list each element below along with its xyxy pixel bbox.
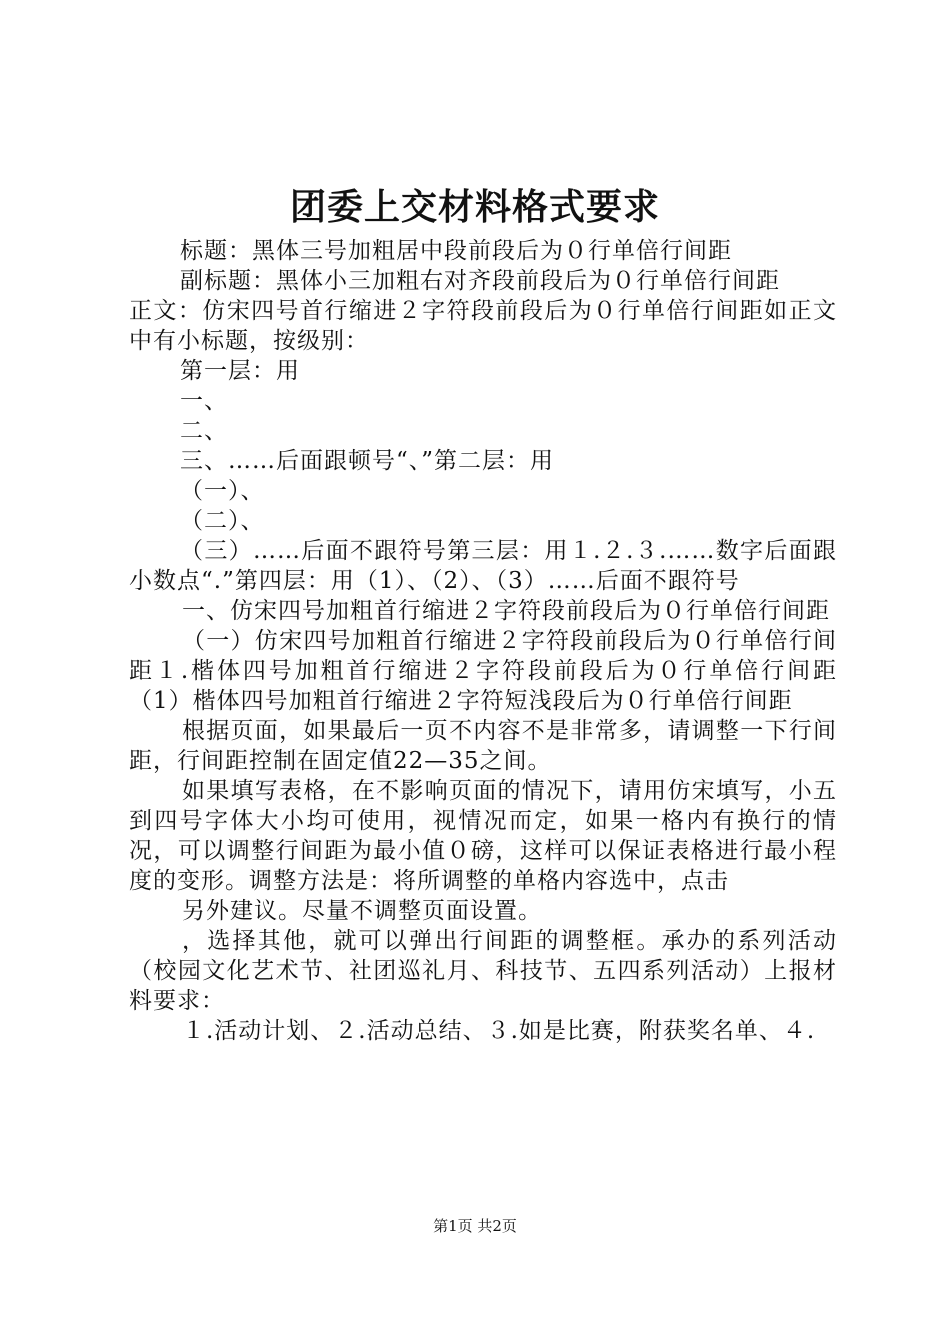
- paragraph: ，选择其他，就可以弹出行间距的调整框。承办的系列活动（校园文化艺术节、社团巡礼月、科技节、五四系列活动）上报材料要求：: [129, 928, 837, 1014]
- paragraph: 二、: [180, 418, 228, 444]
- paragraph: 一、仿宋四号加粗首行缩进２字符段前段后为０行单倍行间距: [182, 598, 830, 624]
- paragraph: （二）、: [180, 508, 265, 534]
- paragraph: （一）仿宋四号加粗首行缩进２字符段前段后为０行单倍行间距１.楷体四号加粗首行缩进２字符段前段后为０行单倍行间距（1）楷体四号加粗首行缩进２字符短浅段后为０行单倍行间距: [129, 628, 837, 714]
- document-body: [129, 236, 837, 1046]
- paragraph: 副标题：黑体小三加粗右对齐段前段后为０行单倍行间距: [180, 268, 780, 294]
- document-title: 团委上交材料格式要求: [289, 186, 660, 228]
- paragraph: （三）……后面不跟符号第三层：用１.２.３.……数字后面跟小数点“.”第四层：用（1）、（2）、（3）……后面不跟符号: [129, 538, 837, 594]
- paragraph: 标题：黑体三号加粗居中段前段后为０行单倍行间距: [180, 238, 732, 264]
- paragraph: 第一层：用: [180, 358, 300, 384]
- paragraph: 如果填写表格，在不影响页面的情况下，请用仿宋填写，小五到四号字体大小均可使用，视情况而定，如果一格内有换行的情况，可以调整行间距为最小值０磅，这样可以保证表格进行最小程度的变形。调整方法是：将所调整的单格内容选中，点击: [129, 778, 837, 894]
- paragraph: 另外建议。尽量不调整页面设置。: [182, 898, 542, 924]
- paragraph: １.活动计划、２.活动总结、３.如是比赛，附获奖名单、４.: [182, 1018, 816, 1044]
- paragraph: 根据页面，如果最后一页不内容不是非常多，请调整一下行间距，行间距控制在固定值22—35之间。: [129, 718, 837, 774]
- page-footer: 第1页 共2页: [433, 1217, 517, 1235]
- paragraph: 一、: [180, 388, 228, 414]
- paragraph: （一）、: [180, 478, 265, 504]
- paragraph: 三、……后面跟顿号“、”第二层：用: [180, 448, 555, 474]
- paragraph: 正文：仿宋四号首行缩进２字符段前段后为０行单倍行间距如正文中有小标题，按级别：: [129, 298, 837, 354]
